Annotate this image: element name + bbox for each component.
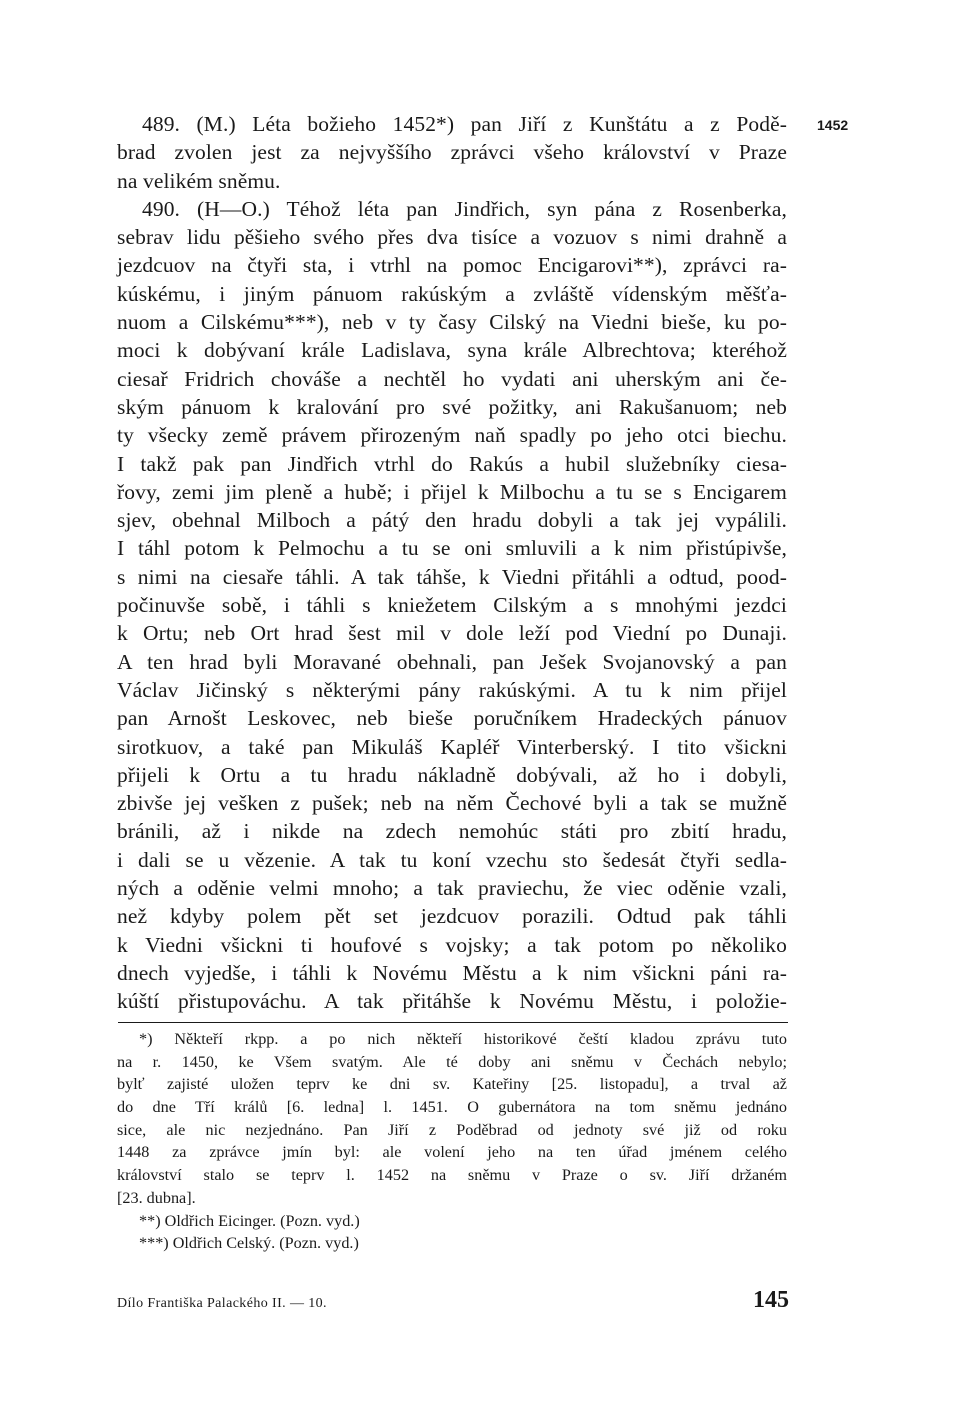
body-line: i dali se u vězenie. A tak tu koní vzechu sto šedesát čtyři sedla- (117, 847, 787, 872)
footnote-line: **) Oldřich Eicinger. (Pozn. vyd.) (139, 1211, 360, 1230)
body-line: než kdyby polem pět set jezdcuov porazili. Odtud pak táhli (117, 904, 787, 929)
body-line: brad zvolen jest za nejvyššího zprávci všeho království v Praze (117, 140, 787, 165)
body-line: kúští přistupováchu. A tak přitáhše k Novému Městu, i položie- (117, 989, 787, 1014)
footnote-line: na r. 1450, ke Všem svatým. Ale té doby ani sněmu v Čechách nebylo; (117, 1052, 787, 1071)
body-line: řovy, zemi jim pleně a hubě; i přijel k Milbochu a tu se s Encigarem (117, 479, 787, 504)
body-line: ty všecky země právem přirozeným naň spadly po jeho otci biechu. (117, 423, 787, 448)
body-line: ským pánuom k kralování pro své požitky, ani Rakušanuom; neb (117, 394, 787, 419)
body-line: pan Arnošt Leskovec, neb bieše poručníkem Hradeckých pánuov (117, 706, 787, 731)
body-line: I takž pak pan Jindřich vtrhl do Rakús a hubil služebníky ciesa- (117, 451, 787, 476)
body-line: 489. (M.) Léta božieho 1452*) pan Jiří z Kunštátu a z Podě- (142, 112, 787, 136)
footnote-line: 1448 za zprávce jmín byl: ale volení jeho na ten úřad jménem celého (117, 1143, 787, 1162)
book-signature: Dílo Františka Palackého II. — 10. (117, 1296, 327, 1311)
footnote-line: do dne Tří králů [6. ledna] l. 1451. O gubernátora na tom sněmu jednáno (117, 1098, 787, 1117)
body-line: ných a oděnie velmi mnoho; a tak praviechu, že viec oděnie vzali, (117, 876, 787, 901)
footnote-line: ***) Oldřich Celský. (Pozn. vyd.) (139, 1234, 359, 1253)
body-line: kúskému, i jiným pánuom rakúským a zvláště vídenským měšťa- (117, 281, 787, 306)
body-line: moci k dobývaní krále Ladislava, syna krále Albrechtova; kteréhož (117, 338, 787, 363)
body-line: bránili, až i nikde na zdech nemohúc státi pro zbití hradu, (117, 819, 787, 844)
page-number: 145 (753, 1287, 789, 1313)
footnote-line: sice, ale nic nezjednáno. Pan Jiří z Poděbrad od jednoty své již od roku (117, 1120, 787, 1139)
body-line: zbivše jej vešken z pušek; neb na něm Čechové byli a tak se mužně (117, 791, 787, 816)
body-line: ciesař Fridrich chováše a nechtěl ho vydati ani uherským ani če- (117, 366, 787, 391)
body-line: 490. (H—O.) Téhož léta pan Jindřich, syn pána z Rosenberka, (142, 196, 787, 221)
main-text (117, 110, 787, 1016)
body-line: sjev, obehnal Milboch a pátý den hradu dobyli a tak jej vypálili. (117, 508, 787, 533)
footnote-separator-rule (118, 1022, 788, 1023)
body-line: sirotkuov, a také pan Mikuláš Kapléř Vinterberský. I tito všickni (117, 734, 787, 759)
body-line: dnech vyjedše, i táhli k Novému Městu a k nim všickni páni ra- (117, 960, 787, 985)
body-line: přijeli k Ortu a tu hradu nákladně dobývali, až ho i dobyli, (117, 762, 787, 787)
footnote-line: bylť zajisté uložen teprv ke dni sv. Kateřiny [25. listopadu], a trval až (117, 1075, 787, 1094)
footnote-line: [23. dubna]. (117, 1188, 196, 1207)
body-line: jezdcuov na čtyři sta, i vtrhl na pomoc Encigarovi**), zprávci ra- (117, 253, 787, 278)
body-line: Václav Jičinský s některými pány rakúskými. A tu k nim přijel (117, 677, 787, 702)
body-line: k Ortu; neb Ort hrad šest mil v dole leží pod Viední po Dunaji. (117, 621, 787, 646)
body-line: k Viedni všickni ti houfové s vojsky; a tak potom po několiko (117, 932, 787, 957)
body-text-block (117, 110, 787, 1016)
footnotes-block (117, 1028, 787, 1255)
footnote-line: *) Někteří rkpp. a po nich někteří historikové čeští kladou zprávu tuto (139, 1030, 787, 1048)
margin-year-note: 1452 (817, 117, 849, 133)
footnote-line: království stalo se teprv l. 1452 na sněmu v Praze o sv. Jiří držaném (117, 1166, 787, 1185)
body-line: na velikém sněmu. (117, 168, 281, 193)
body-line: nuom a Cilskému***), neb v ty časy Cilský na Viedni bieše, ku po- (117, 310, 787, 335)
body-line: I táhl potom k Pelmochu a tu se oni smluvili a k nim přistúpivše, (117, 536, 787, 561)
body-line: sebrav lidu pěšieho svého přes dva tisíce a vozuov s nimi drahně a (117, 225, 787, 250)
body-line: A ten hrad byli Moravané obehnali, pan Ješek Svojanovský a pan (117, 649, 787, 674)
body-line: počinuvše sobě, i táhli s kniežetem Cilským a s mnohými jezdci (117, 593, 787, 618)
body-line: s nimi na ciesaře táhli. A tak táhše, k Viedni přitáhli a odtud, pood- (117, 564, 787, 589)
